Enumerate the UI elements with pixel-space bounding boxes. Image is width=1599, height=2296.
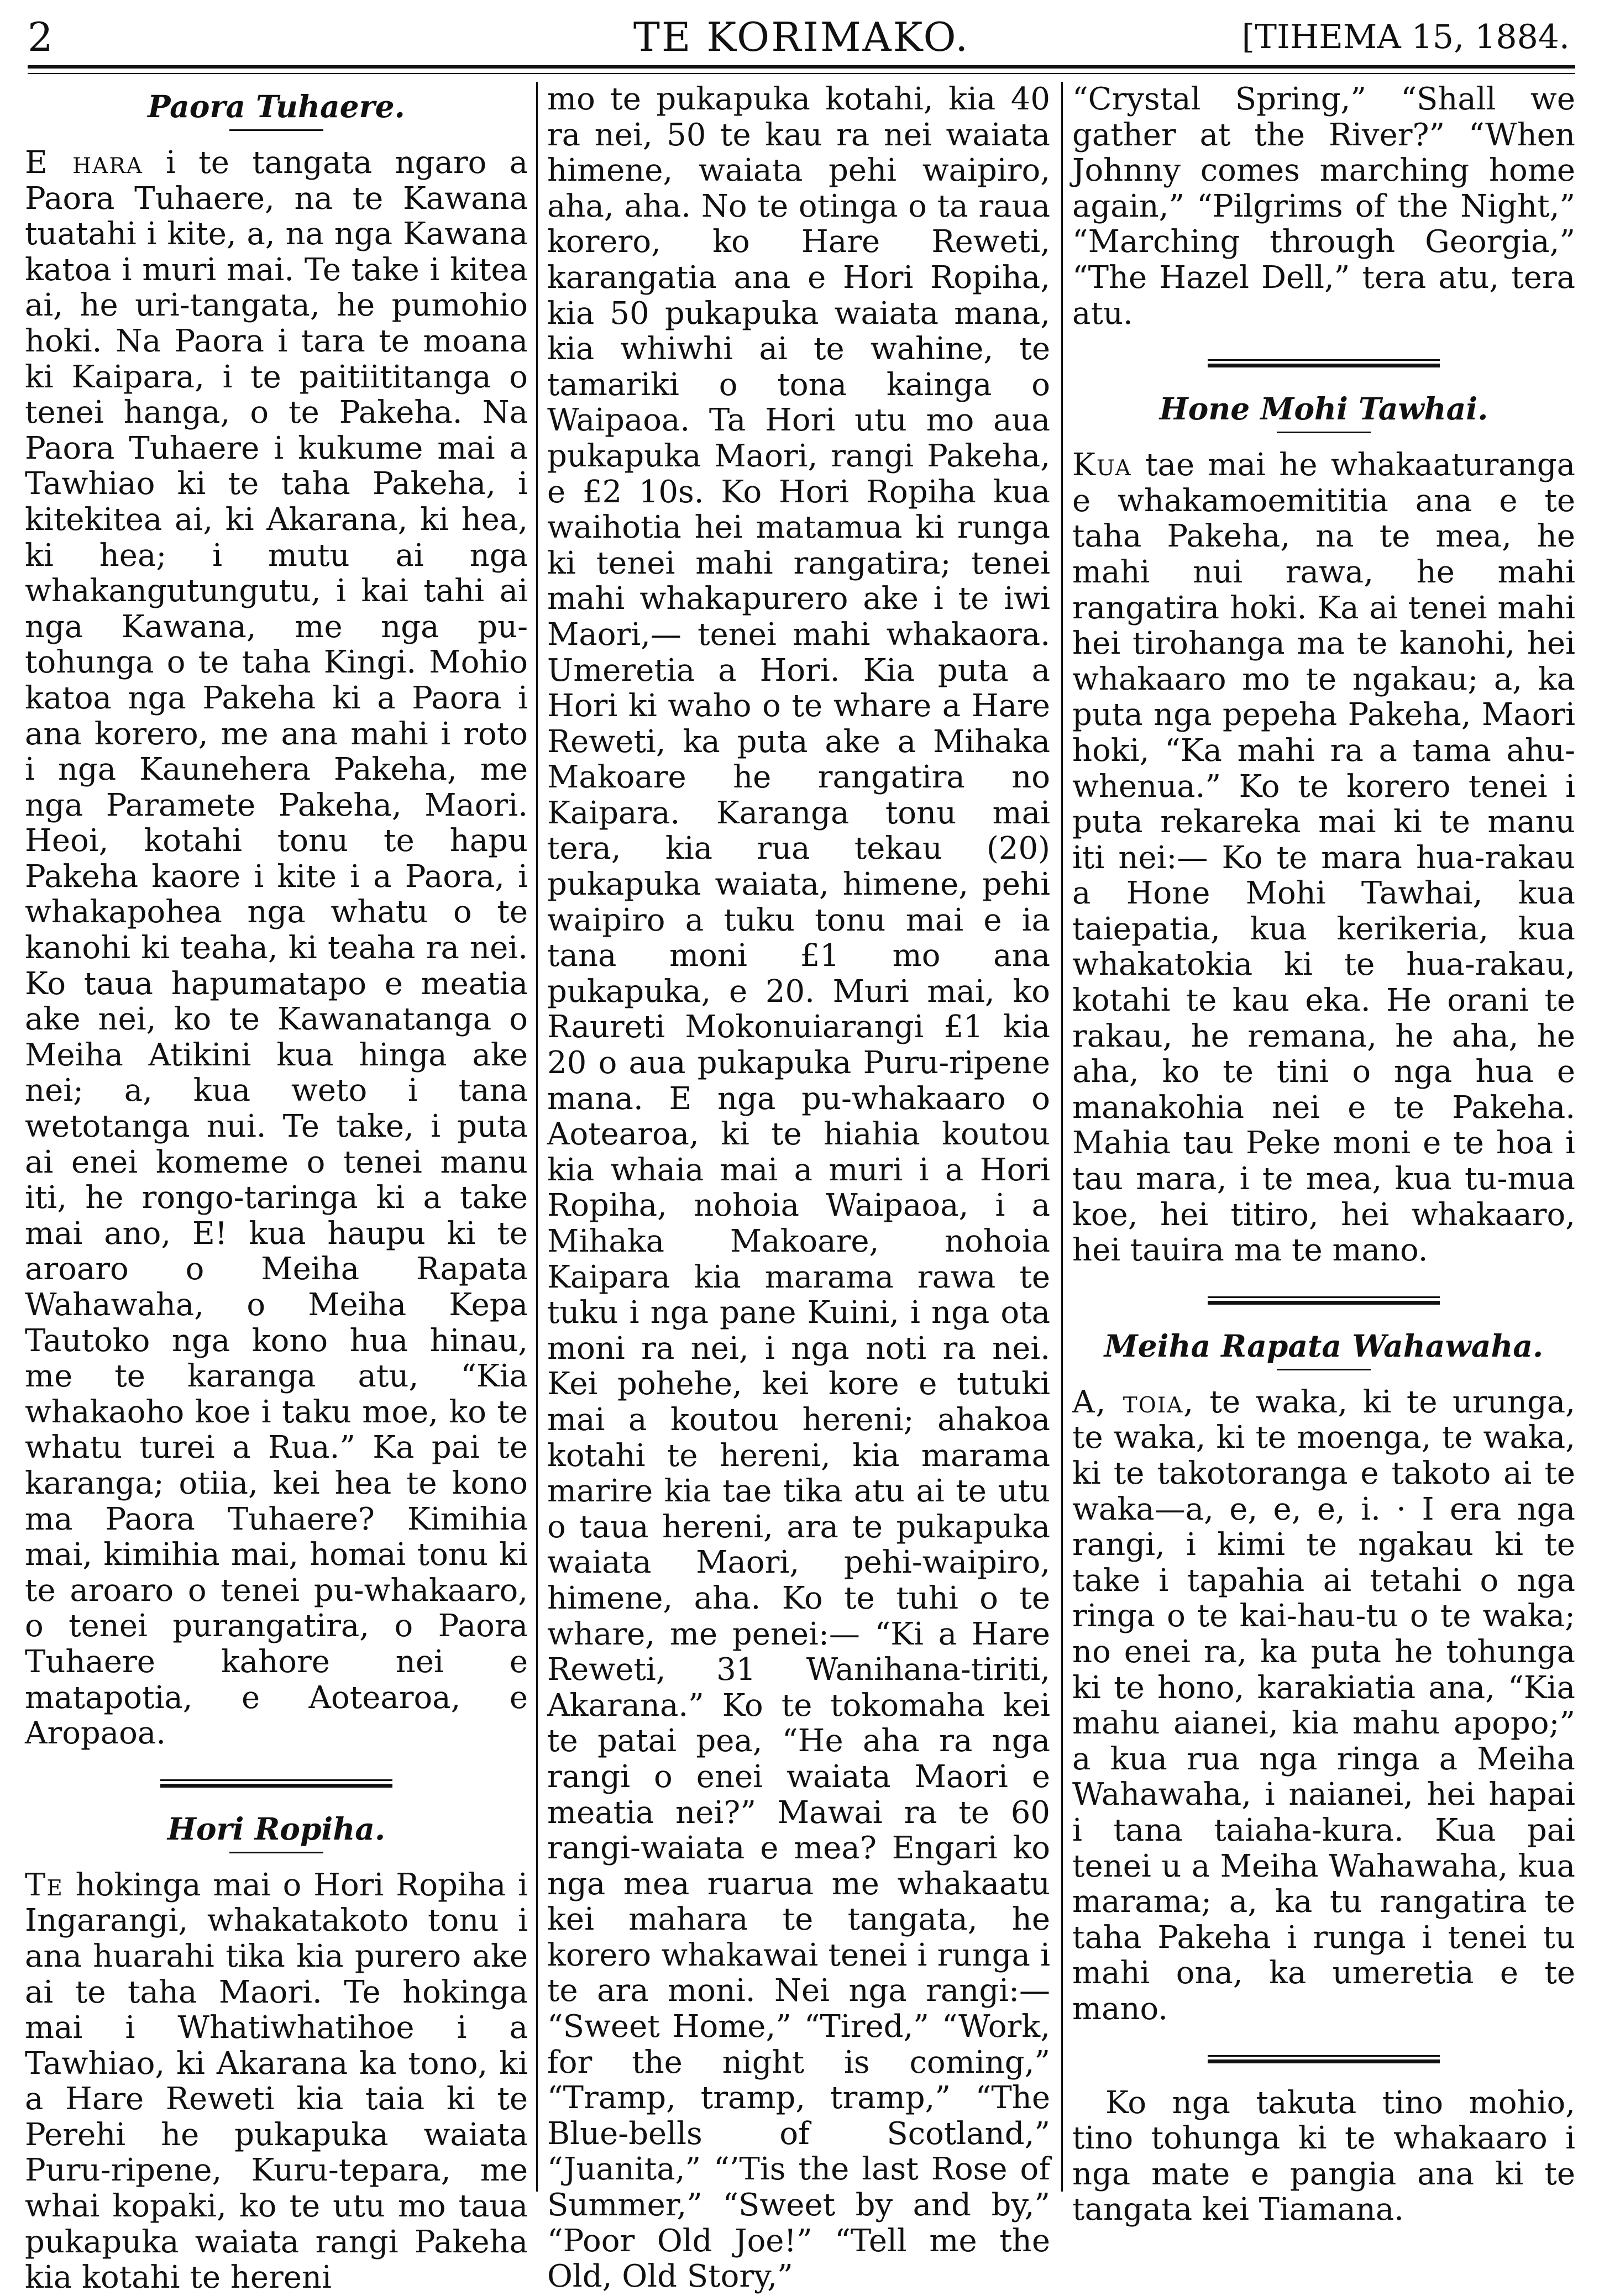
article-body: Ko nga takuta tino mohio, tino tohunga ki te whakaaro i nga mate e pangia ana ki te tangata kei Tiamana. — [1072, 2084, 1575, 2228]
article-continuation: mo te pukapuka kotahi, kia 40 ra nei, 50 te kau ra nei waiata himene, waiata pehi waipiro, aha, aha. No te otinga o ta raua korero, ko Hare Reweti, karangatia ana e Hori Ropiha, kia 50 pukapuka waiata mana, kia whiwhi ai te wahine, te tamariki o tona kainga o Waipaoa. Ta Hori utu mo aua pukapuka Maori, rangi Pakeha, e £2 10s. Ko Hori Ropiha kua waihotia hei matamua ki runga ki tenei mahi rangatira; tenei mahi whakapurero ake i te iwi Maori,— tenei mahi whakaora. Umeretia a Hori. Kia puta a Hori ki waho o te whare a Hare Reweti, ka puta ake a Mihaka Makoare he rangatira no Kaipara. Karanga tonu mai tera, kia rua tekau (20) pukapuka waiata, himene, pehi waipiro a tuku tonu mai e ia tana moni £1 mo ana pukapuka, e 20. Muri mai, ko Raureti Mokonuiarangi £1 kia 20 o aua pukapuka Puru-ripene mana. E nga pu-whakaaro o Aotearoa, ki te hiahia koutou kia whaia mai a muri i a Hori Ropiha, nohoia Waipaoa, i a Mihaka Makoare, nohoia Kaipara kia marama rawa te tuku i nga pane Kuini, i nga ota moni ra nei, i nga noti ra nei. Kei pohehe, kei kore e tutuki mai a koutou hereni; ahakoa kotahi te hereni, kia marama marire kia tae tika atu ai te utu o taua hereni, ara te pukapuka waiata Maori, pehi-waipiro, himene, aha. Ko te tuhi o te whare, me penei:— “Ki a Hare Reweti, 31 Wanihana-tiriti, Akarana.” Ko te tokomaha kei te patai pea, “He aha ra nga rangi o enei waiata Maori e meatia nei?” Mawai ra te 60 rangi-waiata e mea? Engari ko nga mea ruarua me whakaatu kei mahara te tangata, he korero whakawai tenei i runga i te ara moni. Nei nga rangi:— “Sweet Home,” “Tired,” “Work, for the night is coming,” “Tramp, tramp, tramp,” “The Blue-bells of Scotland,” “Juanita,” “’Tis the last Rose of Summer,” “Sweet by and by,” “Poor Old Joe!” “Tell me the Old, Old Story,” — [547, 81, 1050, 2295]
column-3 — [1072, 81, 1575, 2228]
section-separator — [160, 1779, 392, 1788]
article-hone-mohi-tawhai — [1072, 390, 1575, 1269]
article-body — [25, 145, 528, 1752]
article-body — [1072, 1385, 1575, 2027]
article-continuation: “Crystal Spring,” “Shall we gather at the River?” “When Johnny comes marching home again,” “Pilgrims of the Night,” “Marching through Georgia,” “The Hazel Dell,” tera atu, tera atu. — [1072, 81, 1575, 332]
page-header — [28, 11, 1575, 64]
article-text: i te tangata ngaro a Paora Tuhaere, na te Kawana tuatahi i kite, a, na nga Kawana katoa i muri mai. Te take i kitea ai, he uri-tangata, he pumohio hoki. Na Paora i tara te moana ki Kaipara, i te paitiititanga o tenei hanga, o te Pakeha. Na Paora Tuhaere i kukume mai a Tawhiao ki te taha Pakeha, i kitekitea ai, ki Akarana, ki hea, ki hea; i mutu ai nga whakangutungutu, i kai tahi ai nga Kawana, me nga pu-tohunga o te taha Kingi. Mohio katoa nga Pakeha ki a Paora i ana korero, me ana mahi i roto i nga Kaunehera Pakeha, me nga Paramete Pakeha, Maori. Heoi, kotahi tonu te hapu Pakeha kaore i kite i a Paora, i whakapohea nga whatu o te kanohi ki teaha, ki teaha ra nei. Ko taua hapumatapo e meatia ake nei, ko te Kawanatanga o Meiha Atikini kua hinga ake nei; a, kua weto i tana wetotanga nui. Te take, i puta ai enei komeme o tenei manu iti, he rongo-taringa ki a take mai ano, E! kua haupu ki te aroaro o Meiha Rapata Wahawaha, o Meiha Kepa Tautoko nga kono hua hinau, me te karanga atu, “Kia whakaoho koe i taku moe, ko te whatu turei a Rua.” Ka pai te karanga; otiia, kei hea te kono ma Paora Tuhaere? Kimihia mai, kimihia mai, homai tonu ki te aroaro o tenei pu-whakaaro, o tenei purangatira, o Paora Tuhaere kahore nei e matapotia, e Aotearoa, e Aropaoa. — [25, 145, 528, 1752]
title-rule — [1277, 1369, 1371, 1370]
newspaper-title: TE KORIMAKO. — [633, 14, 970, 60]
article-title: Paora Tuhaere. — [148, 88, 405, 124]
article-takuta — [1072, 2085, 1575, 2228]
article-paora-tuhaere — [25, 87, 528, 1752]
article-body — [1072, 448, 1575, 1269]
article-hori-ropiha — [25, 1810, 528, 2296]
article-text: tae mai he whakaaturanga e whakamoemititia ana e te taha Pakeha, na te mea, he mahi nui rawa, he mahi rangatira hoki. Ka ai tenei mahi hei tirohanga ma te kanohi, hei whakaaro mo te ngakau; a, ka puta nga pepeha Pakeha, Maori hoki, “Ka mahi ra a tama ahu-whenua.” Ko te korero tenei i puta rekareka mai ki te manu iti nei:— Ko te mara hua-rakau a Hone Mohi Tawhai, kua taiepatia, kua kerikeria, kua whakatokia ki te hua-rakau, kotahi te kau eka. He orani te rakau, he remana, he aha, he aha, ko te tini o nga hua e manakohia nei e te Pakeha. Mahia tau Peke moni e te hoa i tau mara, i te mea, kua tu-mua koe, hei titiro, hei whakaaro, hei tauira ma te mano. — [1072, 447, 1575, 1269]
column-1 — [25, 82, 528, 2296]
page-number: 2 — [28, 14, 53, 60]
title-rule — [229, 129, 323, 131]
article-title: Meiha Rapata Wahawaha. — [1104, 1327, 1544, 1364]
section-separator — [1208, 2055, 1440, 2063]
title-rule — [229, 1852, 323, 1853]
lead-words: A, toia, — [1072, 1384, 1195, 1420]
column-divider — [1061, 82, 1063, 2192]
lead-words: E hara — [25, 145, 143, 181]
section-separator — [1208, 359, 1440, 367]
article-title: Hone Mohi Tawhai. — [1159, 391, 1488, 427]
article-text: te waka, ki te urunga, te waka, ki te moenga, te waka, ki te takotoranga e takoto ai te waka—a, e, e, e, i. · I era nga rangi, i kimi te ngakau ki te take i tapahia ai tetahi o nga ringa o te kai-hau-tu o te waka; no enei ra, ka puta he tohunga ki te hono, karakiatia ana, “Kia mahu aianei, kia mahu apopo;” a kua rua nga ringa a Meiha Wahawaha, i naianei, hei hapai i tana taiaha-kura. Kua pai tenei u a Meiha Wahawaha, kua marama; a, ka tu rangatira te taha Pakeha i runga i tenei tu mahi ona, ka umeretia e te mano. — [1072, 1384, 1575, 2027]
title-rule — [1277, 432, 1371, 433]
header-rule-thick — [28, 65, 1575, 69]
article-meiha-rapata-wahawaha — [1072, 1327, 1575, 2027]
issue-date: [TIHEMA 15, 1884. — [1241, 18, 1570, 56]
column-2 — [547, 81, 1050, 2295]
section-separator — [1208, 1296, 1440, 1305]
column-divider — [536, 82, 538, 2192]
lead-words: Kua — [1072, 447, 1132, 484]
lead-words: Te — [25, 1867, 64, 1903]
article-body — [25, 1868, 528, 2296]
article-title: Hori Ropiha. — [167, 1810, 386, 1847]
article-text: hokinga mai o Hori Ropiha i Ingarangi, whakatakoto tonu i ana huarahi tika kia purero ake ai te taha Maori. Te hokinga mai i Whatiwhatihoe i a Tawhiao, ki Akarana ka tono, ki a Hare Reweti kia taia ki te Perehi he pukapuka waiata Puru-ripene, Kuru-tepara, me whai kopaki, ko te utu mo taua pukapuka waiata rangi Pakeha kia kotahi te hereni — [25, 1867, 528, 2296]
header-rule-thin — [28, 73, 1575, 74]
